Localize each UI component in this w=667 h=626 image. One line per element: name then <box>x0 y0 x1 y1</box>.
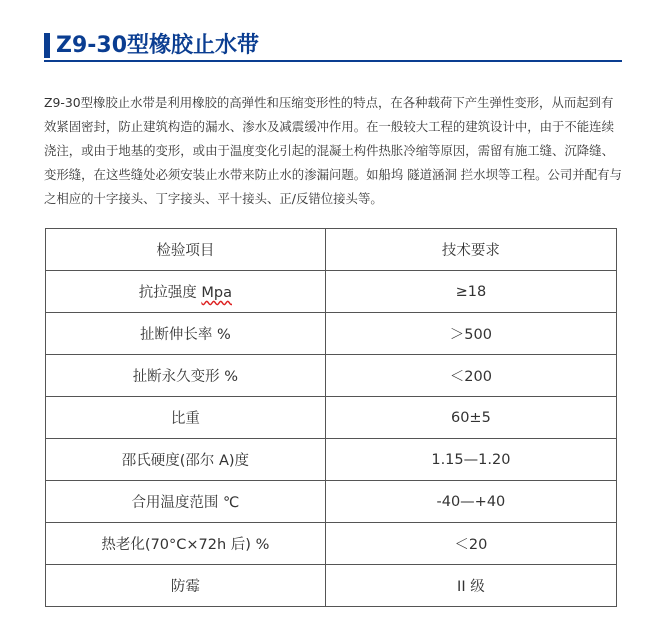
table-row <box>46 313 617 355</box>
product-description: Z9-30型橡胶止水带是利用橡胶的高弹性和压缩变形性的特点，在各种载荷下产生弹性变形，从而起到有效紧固密封，防止建筑构造的漏水、渗水及减震缓冲作用。在一般较大工程的建筑设计中，由于不能连续浇注，或由于地基的变形，或由于温度变化引起的混凝土构件热胀冷缩等原因，需留有施工缝、沉降缝、变形缝，在这些缝处必须安装止水带来防止水的渗漏问题。如船坞 隧道涵洞 拦水坝等工程。公司并配有与之相应的十字接头、丁字接头、平十接头、正/反错位接头等。 <box>44 95 622 206</box>
table-row <box>46 397 617 439</box>
table-row <box>46 523 617 565</box>
item-cell <box>46 565 326 607</box>
table-row <box>46 355 617 397</box>
item-label: 抗拉强度 <box>138 285 202 301</box>
column-header-item: 检验项目 <box>46 229 326 271</box>
column-header-requirement: 技术要求 <box>325 229 616 271</box>
value-cell: 1.15—1.20 <box>325 439 616 481</box>
spec-table <box>45 228 617 607</box>
value-cell: ＜200 <box>325 355 616 397</box>
value-cell: II 级 <box>325 565 616 607</box>
item-unit: Mpa <box>201 285 232 301</box>
value-cell: 60±5 <box>325 397 616 439</box>
title-divider <box>44 60 622 62</box>
page-title: Z9-30型橡胶止水带 <box>56 33 260 58</box>
table-header-row <box>46 229 617 271</box>
item-cell <box>46 481 326 523</box>
item-label: 扯断永久变形 % <box>132 369 239 385</box>
item-cell <box>46 271 326 313</box>
item-label: 比重 <box>170 411 200 427</box>
title-accent-bar <box>44 33 50 58</box>
table-row <box>46 481 617 523</box>
item-label: 邵氏硬度(邵尔 A)度 <box>121 453 250 469</box>
value-cell: ＜20 <box>325 523 616 565</box>
item-label: 扯断伸长率 % <box>139 327 231 343</box>
item-cell <box>46 439 326 481</box>
value-cell: -40—+40 <box>325 481 616 523</box>
table-row <box>46 565 617 607</box>
item-cell <box>46 355 326 397</box>
section-header <box>44 31 622 63</box>
table-row <box>46 271 617 313</box>
item-cell <box>46 313 326 355</box>
value-cell: ≥18 <box>325 271 616 313</box>
item-label: 合用温度范围 ℃ <box>131 495 240 511</box>
item-cell <box>46 523 326 565</box>
item-label: 防霉 <box>170 579 200 595</box>
item-label: 热老化(70°C×72h 后) % <box>101 537 270 553</box>
value-cell: ＞500 <box>325 313 616 355</box>
table-row <box>46 439 617 481</box>
item-cell <box>46 397 326 439</box>
